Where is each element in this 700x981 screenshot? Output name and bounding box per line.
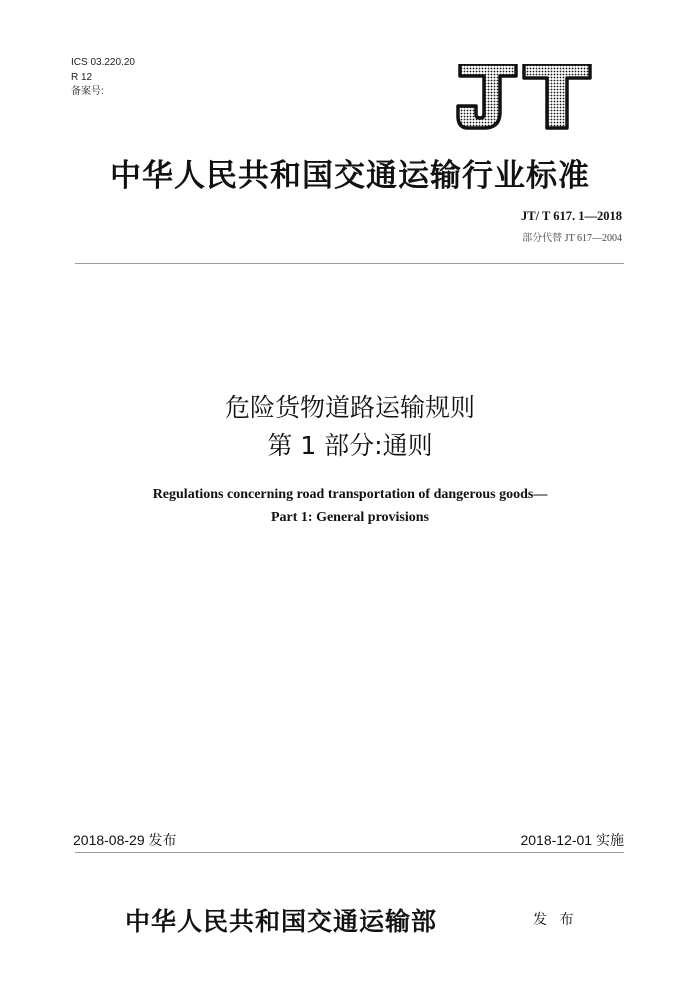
record-number: 备案号: (71, 86, 104, 97)
chinese-title-line1: 危险货物道路运输规则 (224, 393, 475, 422)
footer-divider (75, 852, 624, 853)
chinese-title-line2: 第 1 部分:通则 (267, 431, 433, 460)
implementation-date: 2018-12-01 实施 (520, 832, 624, 848)
issue-date: 2018-08-29 发布 (73, 832, 177, 848)
english-title-line1: Regulations concerning road transportation of dangerous goods— (152, 487, 548, 502)
document-meta (71, 56, 135, 100)
header-divider (75, 263, 624, 264)
classification-code: R 12 (71, 71, 93, 83)
publish-label: 发 布 (533, 912, 578, 928)
english-title-line2: Part 1: General provisions (270, 510, 429, 525)
standard-number: JT/ T 617. 1—2018 (521, 209, 622, 223)
publisher-name: 中华人民共和国交通运输部 (125, 907, 438, 936)
jt-logo (454, 64, 594, 130)
standard-category-title: 中华人民共和国交通运输行业标准 (110, 158, 590, 194)
ics-code: ICS 03.220.20 (71, 57, 135, 68)
replaces-note: 部分代替 JT 617—2004 (522, 233, 622, 244)
